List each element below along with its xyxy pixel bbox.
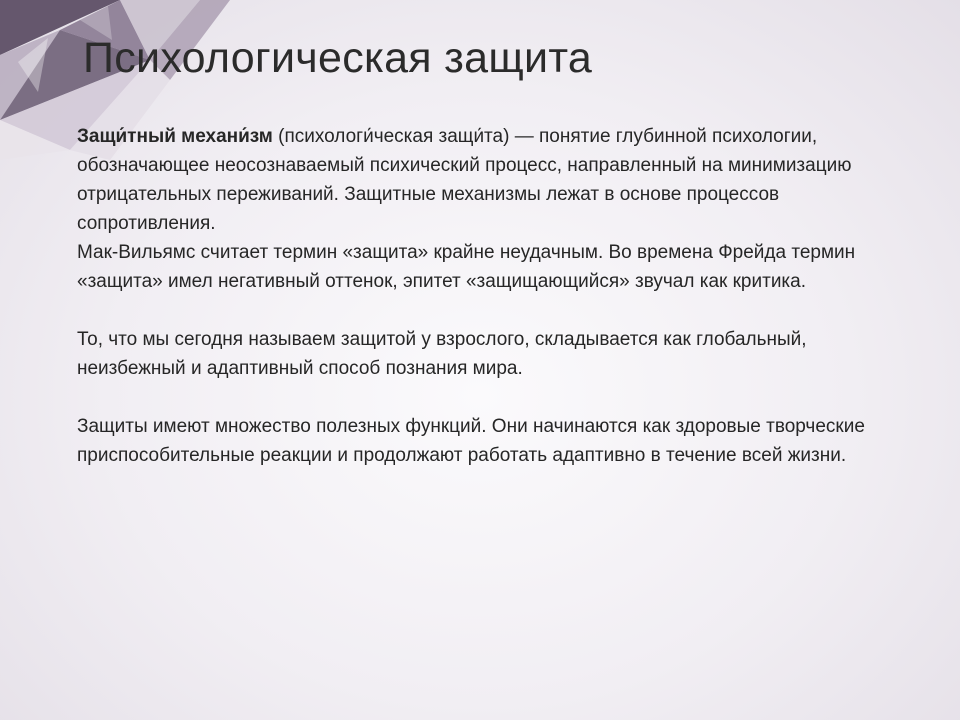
page-title: Психологическая защита [83,34,593,82]
paragraph-mcwilliams: Мак-Вильямс считает термин «защита» крайне неудачным. Во времена Фрейда термин «защита» имел негативный оттенок, эпитет «защищающийся» звучал как критика. [77,242,856,292]
slide-body [77,122,917,470]
paragraph-functions: Защиты имеют множество полезных функций. Они начинаются как здоровые творческие приспособительные реакции и продолжают работать адаптивно в течение всей жизни. [77,416,865,466]
paragraph-adult-defense: То, что мы сегодня называем защитой у взрослого, складывается как глобальный, неизбежный и адаптивный способ познания мира. [77,329,807,379]
term-defense-mechanism: Защи́тный механи́зм [77,126,273,147]
spacer [77,296,917,325]
paragraph-definition [77,122,917,238]
spacer [77,383,917,412]
definition-text: (психологи́ческая защи́та) — понятие глубинной психологии, обозначающее неосознаваемый психический процесс, направленный на минимизацию отрицательных переживаний. Защитные механизмы лежат в основе процессов сопротивления. [77,126,852,234]
